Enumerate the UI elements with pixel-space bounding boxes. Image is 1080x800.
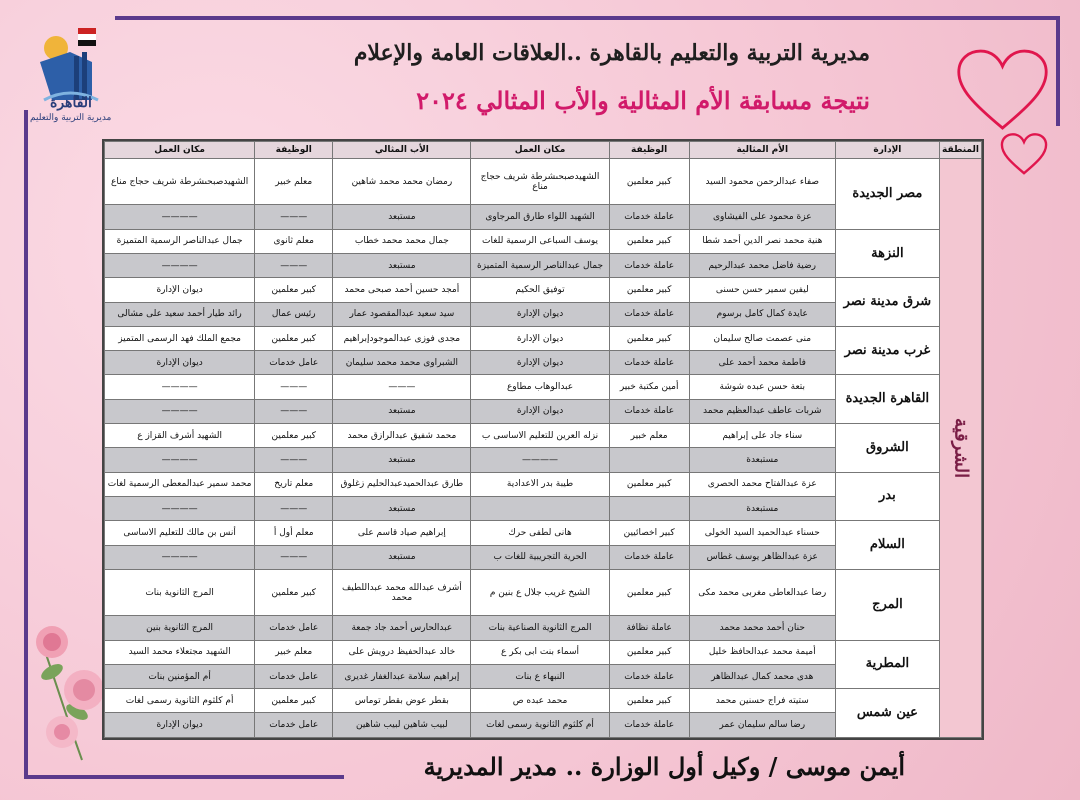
father-name-cell: أمجد حسين أحمد صبحى محمد [333, 278, 471, 302]
table-row [105, 521, 982, 545]
father-name-cell: سيد سعيد عبدالمقصود عمار [333, 302, 471, 326]
father-job-cell: معلم أول أ [255, 521, 333, 545]
mother-job-cell: كبير معلمين [609, 326, 689, 350]
father-name-cell: خالد عبدالحفيظ درويش على [333, 640, 471, 664]
column-header-father: الأب المثالي [333, 142, 471, 159]
father-name-cell: إبراهيم سلامة عبدالغفار غديرى [333, 664, 471, 688]
father-job-cell: ——— [255, 375, 333, 399]
father-workplace-cell: ———— [105, 545, 255, 569]
column-header-father-job: الوظيفة [255, 142, 333, 159]
father-workplace-cell: أم المؤمنين بنات [105, 664, 255, 688]
column-header-mother: الأم المثالية [689, 142, 835, 159]
father-workplace-cell: أم كلثوم الثانوية رسمى لغات [105, 689, 255, 713]
mother-job-cell: معلم خبير [609, 424, 689, 448]
mother-name-cell: سناء جاد على إبراهيم [689, 424, 835, 448]
mother-job-cell: عاملة نظافة [609, 616, 689, 640]
mother-name-cell: منى عصمت صالح سليمان [689, 326, 835, 350]
father-job-cell: ——— [255, 545, 333, 569]
mother-workplace-cell: أم كلثوم الثانوية رسمى لغات [471, 713, 609, 738]
table-row [105, 640, 982, 664]
mother-name-cell: عزة عبدالظاهر يوسف غطاس [689, 545, 835, 569]
mother-job-cell: كبير معلمين [609, 569, 689, 615]
region-cell [939, 159, 981, 738]
mother-job-cell: كبير معلمين [609, 278, 689, 302]
father-name-cell: ——— [333, 375, 471, 399]
father-job-cell: ——— [255, 399, 333, 423]
father-workplace-cell: جمال عبدالناصر الرسمية المتميزة [105, 229, 255, 253]
father-name-cell: طارق عبدالحميدعبدالحليم زغلوق [333, 472, 471, 496]
mother-name-cell: ليفين سمير حسن حسنى [689, 278, 835, 302]
heart-large-icon [955, 46, 1050, 134]
table-row [105, 159, 982, 205]
father-workplace-cell: المرج الثانوية بنات [105, 569, 255, 615]
father-workplace-cell: أنس بن مالك للتعليم الاساسى [105, 521, 255, 545]
mother-workplace-cell: توفيق الحكيم [471, 278, 609, 302]
frame-line-top [115, 16, 1060, 20]
mother-name-cell: هنية محمد نصر الدين أحمد شطا [689, 229, 835, 253]
table-row [105, 326, 982, 350]
father-name-cell: محمد شفيق عبدالرازق محمد [333, 424, 471, 448]
mother-workplace-cell: ديوان الإدارة [471, 326, 609, 350]
mother-name-cell: عزة محمود على الفيشاوى [689, 205, 835, 229]
father-name-cell: مستبعد [333, 448, 471, 472]
father-name-cell: مستبعد [333, 545, 471, 569]
mother-workplace-cell: جمال عبدالناصر الرسمية المتميزة [471, 254, 609, 278]
mother-workplace-cell: أسماء بنت ابى بكر ع [471, 640, 609, 664]
mother-job-cell: كبير معلمين [609, 472, 689, 496]
frame-line-bottom [24, 775, 344, 779]
table-row [105, 569, 982, 615]
father-name-cell: الشبراوى محمد محمد سليمان [333, 351, 471, 375]
mother-name-cell: بتعة حسن عبده شوشة [689, 375, 835, 399]
column-header-region: المنطقة [939, 142, 981, 159]
father-name-cell: جمال محمد محمد خطاب [333, 229, 471, 253]
father-workplace-cell: ديوان الإدارة [105, 713, 255, 738]
father-job-cell: كبير معلمين [255, 569, 333, 615]
column-header-mother-workplace: مكان العمل [471, 142, 609, 159]
father-workplace-cell: ديوان الإدارة [105, 351, 255, 375]
logo-subtitle: مديرية التربية والتعليم [30, 113, 112, 123]
mother-workplace-cell: الحرية التجريبية للغات ب [471, 545, 609, 569]
father-name-cell: مستبعد [333, 205, 471, 229]
father-workplace-cell: ———— [105, 496, 255, 520]
mother-name-cell: أميمة محمد عبدالحافظ خليل [689, 640, 835, 664]
mother-job-cell: كبير معلمين [609, 689, 689, 713]
column-header-admin: الإدارة [835, 142, 939, 159]
mother-job-cell: كبير معلمين [609, 229, 689, 253]
table-row [105, 375, 982, 399]
mother-name-cell: حسناء عبدالحميد السيد الخولى [689, 521, 835, 545]
table-row [105, 229, 982, 253]
mother-job-cell: كبير اخصائيين [609, 521, 689, 545]
mother-name-cell: عزة عبدالفتاح محمد الحصرى [689, 472, 835, 496]
father-job-cell: عامل خدمات [255, 664, 333, 688]
father-job-cell: ——— [255, 205, 333, 229]
page-subtitle: نتيجة مسابقة الأم المثالية والأب المثالي ٢٠٢٤ [416, 86, 870, 115]
mother-job-cell: كبير معلمين [609, 159, 689, 205]
father-workplace-cell: رائد طيار أحمد سعيد على مشالى [105, 302, 255, 326]
father-job-cell: رئيس عمال [255, 302, 333, 326]
mother-job-cell [609, 448, 689, 472]
table-row [105, 689, 982, 713]
father-workplace-cell: ———— [105, 254, 255, 278]
father-job-cell: كبير معلمين [255, 424, 333, 448]
father-name-cell: مستبعد [333, 399, 471, 423]
admin-cell: القاهرة الجديدة [835, 375, 939, 424]
father-job-cell: كبير معلمين [255, 278, 333, 302]
mother-workplace-cell: محمد عبده ص [471, 689, 609, 713]
father-workplace-cell: الشهيدصبحىشرطة شريف حجاج مناع [105, 159, 255, 205]
frame-line-right [1056, 16, 1060, 126]
page-title: مديرية التربية والتعليم بالقاهرة ..العلاقات العامة والإعلام [353, 40, 870, 66]
column-header-mother-job: الوظيفة [609, 142, 689, 159]
mother-job-cell: عاملة خدمات [609, 254, 689, 278]
father-name-cell: إبراهيم صياد قاسم على [333, 521, 471, 545]
father-workplace-cell: المرج الثانوية بنين [105, 616, 255, 640]
father-job-cell: عامل خدمات [255, 351, 333, 375]
table-row [105, 472, 982, 496]
mother-job-cell: عاملة خدمات [609, 713, 689, 738]
mother-name-cell: ستيته فراج حسنين محمد [689, 689, 835, 713]
logo-name: القاهرة [50, 95, 92, 111]
mother-name-cell: مستبعدة [689, 496, 835, 520]
father-job-cell: كبير معلمين [255, 689, 333, 713]
mother-workplace-cell: ديوان الإدارة [471, 302, 609, 326]
mother-workplace-cell: الشيخ غريب جلال ع بنين م [471, 569, 609, 615]
mother-name-cell: مستبعدة [689, 448, 835, 472]
father-workplace-cell: ———— [105, 399, 255, 423]
table-row [105, 424, 982, 448]
mother-job-cell: عاملة خدمات [609, 205, 689, 229]
admin-cell: بدر [835, 472, 939, 521]
admin-cell: شرق مدينة نصر [835, 278, 939, 327]
mother-name-cell: عايدة كمال كامل برسوم [689, 302, 835, 326]
mother-name-cell: رضا سالم سليمان عمر [689, 713, 835, 738]
mother-job-cell: أمين مكتبة خبير [609, 375, 689, 399]
father-name-cell: مستبعد [333, 254, 471, 278]
admin-cell: مصر الجديدة [835, 159, 939, 230]
father-job-cell: ——— [255, 448, 333, 472]
father-name-cell: عبدالحارس أحمد جاد جمعة [333, 616, 471, 640]
mother-workplace-cell [471, 496, 609, 520]
admin-cell: المطرية [835, 640, 939, 689]
column-header-father-workplace: مكان العمل [105, 142, 255, 159]
mother-workplace-cell: ديوان الإدارة [471, 351, 609, 375]
mother-workplace-cell: ديوان الإدارة [471, 399, 609, 423]
mother-workplace-cell: هانى لطفى حرك [471, 521, 609, 545]
mother-workplace-cell: نزله العرين للتعليم الاساسى ب [471, 424, 609, 448]
mother-name-cell: هدى محمد كمال عبدالظاهر [689, 664, 835, 688]
mother-name-cell: شربات عاطف عبدالعظيم محمد [689, 399, 835, 423]
mother-job-cell: عاملة خدمات [609, 351, 689, 375]
mother-job-cell: عاملة خدمات [609, 664, 689, 688]
admin-cell: المرج [835, 569, 939, 640]
mother-job-cell [609, 496, 689, 520]
signature-footer: أيمن موسى / وكيل أول الوزارة .. مدير المديرية [423, 752, 905, 781]
father-name-cell: لبيب شاهين لبيب شاهين [333, 713, 471, 738]
mother-name-cell: حنان أحمد محمد محمد [689, 616, 835, 640]
father-job-cell: عامل خدمات [255, 713, 333, 738]
admin-cell: غرب مدينة نصر [835, 326, 939, 375]
mother-job-cell: كبير معلمين [609, 640, 689, 664]
table-header-row [105, 142, 982, 159]
mother-workplace-cell: ———— [471, 448, 609, 472]
mother-name-cell: رضية فاضل محمد عبدالرحيم [689, 254, 835, 278]
heart-small-icon [1000, 132, 1048, 176]
father-job-cell: عامل خدمات [255, 616, 333, 640]
admin-cell: الشروق [835, 424, 939, 473]
father-workplace-cell: مجمع الملك فهد الرسمى المتميز [105, 326, 255, 350]
father-job-cell: كبير معلمين [255, 326, 333, 350]
father-name-cell: بقطر عوض بقطر توماس [333, 689, 471, 713]
father-job-cell: معلم خبير [255, 159, 333, 205]
father-job-cell: معلم خبير [255, 640, 333, 664]
admin-cell: السلام [835, 521, 939, 570]
mother-workplace-cell: النبهاء ع بنات [471, 664, 609, 688]
mother-workplace-cell: طيبة بدر الاعدادية [471, 472, 609, 496]
father-workplace-cell: محمد سمير عبدالمعطى الرسمية لغات [105, 472, 255, 496]
mother-workplace-cell: الشهيد اللواء طارق المرجاوى [471, 205, 609, 229]
mother-workplace-cell: عبدالوهاب مطاوع [471, 375, 609, 399]
father-job-cell: معلم ثانوى [255, 229, 333, 253]
mother-workplace-cell: يوسف السباعى الرسمية للغات [471, 229, 609, 253]
father-name-cell: مستبعد [333, 496, 471, 520]
mother-name-cell: فاطمة محمد أحمد على [689, 351, 835, 375]
father-name-cell: رمضان محمد محمد شاهين [333, 159, 471, 205]
father-name-cell: مجدى فوزى عبدالموجودإبراهيم [333, 326, 471, 350]
father-job-cell: ——— [255, 254, 333, 278]
father-workplace-cell: ———— [105, 448, 255, 472]
mother-workplace-cell: المرج الثانوية الصناعية بنات [471, 616, 609, 640]
father-job-cell: ——— [255, 496, 333, 520]
father-workplace-cell: ———— [105, 375, 255, 399]
admin-cell: عين شمس [835, 689, 939, 738]
mother-workplace-cell: الشهيدصبحىشرطة شريف حجاج مناع [471, 159, 609, 205]
admin-cell: النزهة [835, 229, 939, 278]
mother-job-cell: عاملة خدمات [609, 302, 689, 326]
father-workplace-cell: ———— [105, 205, 255, 229]
mother-job-cell: عاملة خدمات [609, 399, 689, 423]
region-label: الشرقية [950, 417, 972, 479]
father-name-cell: أشرف عبدالله محمد عبداللطيف محمد [333, 569, 471, 615]
mother-name-cell: رضا عبدالعاطى مغربى محمد مكى [689, 569, 835, 615]
father-workplace-cell: ديوان الإدارة [105, 278, 255, 302]
father-workplace-cell: الشهيد أشرف القزاز ع [105, 424, 255, 448]
results-table [102, 139, 984, 740]
mother-job-cell: عاملة خدمات [609, 545, 689, 569]
father-job-cell: معلم تاريخ [255, 472, 333, 496]
mother-name-cell: صفاء عبدالرحمن محمود السيد [689, 159, 835, 205]
table-row [105, 278, 982, 302]
father-workplace-cell: الشهيد مجتعلاء محمد السيد [105, 640, 255, 664]
